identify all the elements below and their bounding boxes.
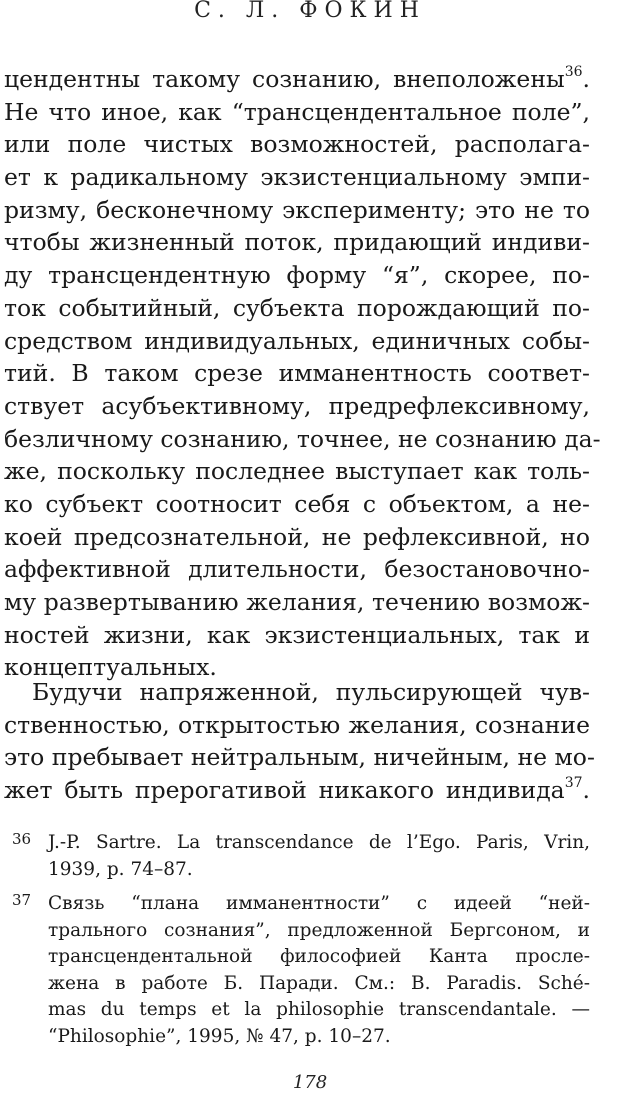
footnote-line: трансцендентальной философией Канта просле- [48, 946, 590, 967]
text-line: ствует асубъективному, предрефлексивному, [4, 391, 590, 420]
text-line: средством индивидуальных, единичных собы- [4, 326, 590, 355]
text-line: коей предсознательной, не рефлексивной, но [4, 522, 590, 551]
text-line: ток событийный, субъекта порождающий по- [4, 293, 590, 322]
footnote-line: “Philosophie”, 1995, № 47, p. 10–27. [48, 1025, 391, 1047]
text-line: ностей жизни, как экзистенциальных, так и [4, 620, 590, 649]
footnote-line: mas du temps et la philosophie transcendantale. — [48, 999, 590, 1020]
text-line: цендентны такому сознанию, внеположены$^{36}$. [4, 64, 590, 93]
running-head: С. Л. ФОКИН [194, 0, 426, 23]
footnote-line: J.-P. Sartre. La transcendance de l’Ego. Paris, Vrin, [48, 832, 590, 853]
footnote-line: 1939, p. 74–87. [48, 858, 193, 880]
footnote-ref-36[interactable]: 36 [564, 64, 583, 80]
footnote-line: Связь “плана имманентности” с идеей “ней- [48, 893, 590, 914]
footnote-36 [12, 830, 590, 883]
text-line: ко субъект соотносит себя с объектом, а не- [4, 489, 590, 518]
paragraph-2 [4, 676, 595, 807]
text-line: тий. В таком срезе имманентность соответ- [4, 359, 590, 388]
text-line: концептуальных. [4, 653, 217, 682]
footnote-ref-37[interactable]: 37 [564, 775, 583, 792]
paragraph-1 [4, 63, 601, 684]
footnote-line: трального сознания”, предложенной Бергсоном, и [48, 919, 590, 941]
text-line: ет к радикальному экзистенциальному эмпи- [4, 163, 590, 192]
footnote-37 [12, 891, 590, 1050]
text-line: жет быть прерогативой никакого индивида$^{37}$. [4, 775, 590, 805]
text-line: ду трансцендентную форму “я”, скорее, по- [4, 261, 590, 290]
footnotes [12, 830, 590, 1050]
text-line: это пребывает нейтральным, ничейным, не мо- [4, 743, 595, 772]
text-line: му развертыванию желания, течению возмож- [4, 588, 590, 616]
text-line: Не что иное, как “трансцендентальное поле”, [4, 97, 590, 126]
text-line: ризму, бесконечному эксперименту; это не то [4, 195, 590, 224]
text-line: же, поскольку последнее выступает как толь- [4, 457, 590, 486]
footnote-number: 36 [12, 830, 32, 848]
footnote-number: 37 [12, 891, 32, 909]
text-line: ственностью, открытостью желания, сознание [4, 710, 590, 739]
text-line: чтобы жизненный поток, придающий индиви- [4, 228, 590, 257]
text-line: Будучи напряженной, пульсирующей чув- [32, 678, 590, 706]
footnote-line: жена в работе Б. Паради. См.: B. Paradis. Sché- [48, 972, 590, 994]
text-line: аффективной длительности, безостановочно- [4, 555, 590, 584]
text-line: безличному сознанию, точнее, не сознанию да- [4, 424, 601, 453]
text-line: или поле чистых возможностей, располага- [4, 130, 590, 159]
page-number: 178 [292, 1072, 328, 1093]
